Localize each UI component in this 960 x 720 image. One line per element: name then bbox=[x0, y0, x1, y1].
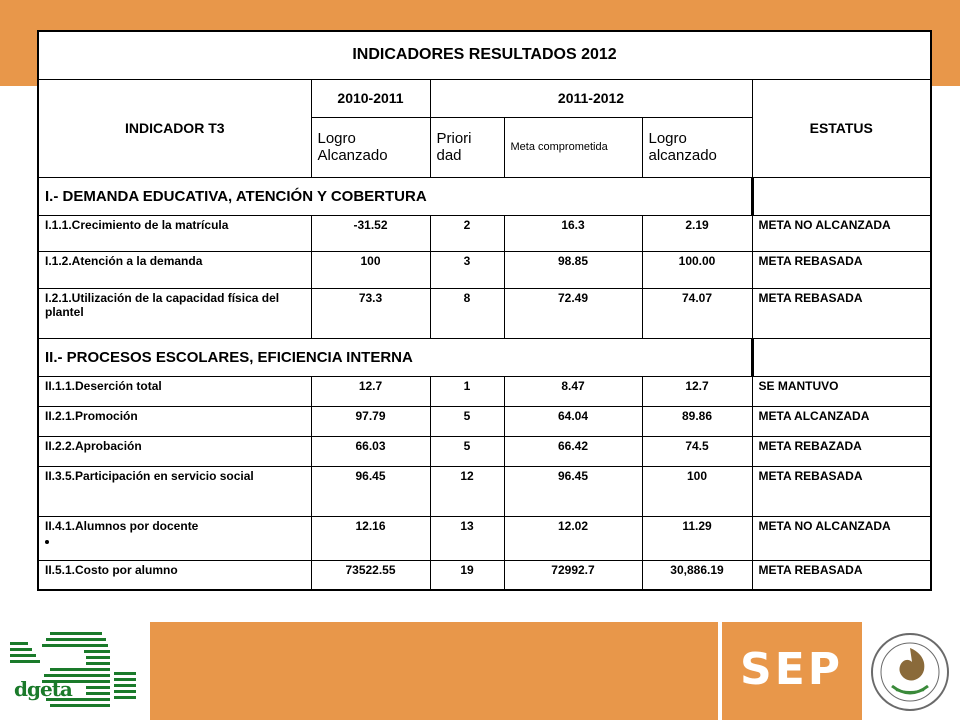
section-empty-cell bbox=[752, 177, 931, 215]
logro-2010-2011: 73522.55 bbox=[311, 560, 430, 590]
estatus: META REBASADA bbox=[752, 288, 931, 338]
meta-comprometida: 66.42 bbox=[504, 436, 642, 466]
logro-2010-2011: 12.16 bbox=[311, 516, 430, 560]
indicator-name: I.2.1.Utilización de la capacidad física del plantel bbox=[38, 288, 311, 338]
logro-2010-2011: 12.7 bbox=[311, 376, 430, 406]
section-title: II.- PROCESOS ESCOLARES, EFICIENCIA INTERNA bbox=[38, 338, 752, 376]
meta-comprometida: 72.49 bbox=[504, 288, 642, 338]
meta-comprometida: 16.3 bbox=[504, 215, 642, 251]
header-period-1: 2010-2011 bbox=[311, 79, 430, 117]
prioridad: 5 bbox=[430, 406, 504, 436]
prioridad: 1 bbox=[430, 376, 504, 406]
footer-right-panel bbox=[862, 622, 960, 720]
national-seal-icon bbox=[868, 630, 952, 714]
logro-2011-2012: 74.5 bbox=[642, 436, 752, 466]
footer-left-panel bbox=[0, 622, 150, 720]
indicator-name: II.4.1.Alumnos por docente bbox=[38, 516, 311, 560]
estatus: META REBASADA bbox=[752, 560, 931, 590]
bullet-dot bbox=[45, 540, 49, 544]
logro-2011-2012: 89.86 bbox=[642, 406, 752, 436]
table-row bbox=[38, 215, 931, 251]
estatus: META REBASADA bbox=[752, 466, 931, 516]
indicator-name: II.1.1.Deserción total bbox=[38, 376, 311, 406]
table-row bbox=[38, 376, 931, 406]
prioridad: 13 bbox=[430, 516, 504, 560]
sep-logo: SEP bbox=[740, 644, 843, 695]
header-status: ESTATUS bbox=[752, 79, 931, 177]
header-meta: Meta comprometida bbox=[504, 117, 642, 177]
meta-comprometida: 8.47 bbox=[504, 376, 642, 406]
dgeta-logo-text: dgeta bbox=[14, 677, 72, 701]
logro-2010-2011: -31.52 bbox=[311, 215, 430, 251]
header-prioridad: Priori dad bbox=[430, 117, 504, 177]
estatus: META NO ALCANZADA bbox=[752, 215, 931, 251]
logro-2010-2011: 73.3 bbox=[311, 288, 430, 338]
indicator-name: II.2.2.Aprobación bbox=[38, 436, 311, 466]
section-title: I.- DEMANDA EDUCATIVA, ATENCIÓN Y COBERTURA bbox=[38, 177, 752, 215]
section-header-row bbox=[38, 177, 931, 215]
meta-comprometida: 96.45 bbox=[504, 466, 642, 516]
table-row bbox=[38, 516, 931, 560]
logro-2010-2011: 100 bbox=[311, 251, 430, 288]
table-row bbox=[38, 466, 931, 516]
indicator-name: II.3.5.Participación en servicio social bbox=[38, 466, 311, 516]
estatus: META NO ALCANZADA bbox=[752, 516, 931, 560]
prioridad: 2 bbox=[430, 215, 504, 251]
prioridad: 12 bbox=[430, 466, 504, 516]
logro-2011-2012: 30,886.19 bbox=[642, 560, 752, 590]
estatus: META REBASADA bbox=[752, 251, 931, 288]
logro-2010-2011: 97.79 bbox=[311, 406, 430, 436]
prioridad: 5 bbox=[430, 436, 504, 466]
indicator-name: II.2.1.Promoción bbox=[38, 406, 311, 436]
meta-comprometida: 72992.7 bbox=[504, 560, 642, 590]
indicator-name: I.1.1.Crecimiento de la matrícula bbox=[38, 215, 311, 251]
meta-comprometida: 64.04 bbox=[504, 406, 642, 436]
header-logro-alcanzado-2: Logro alcanzado bbox=[642, 117, 752, 177]
logro-2011-2012: 74.07 bbox=[642, 288, 752, 338]
logro-2011-2012: 100.00 bbox=[642, 251, 752, 288]
estatus: META ALCANZADA bbox=[752, 406, 931, 436]
prioridad: 8 bbox=[430, 288, 504, 338]
section-empty-cell bbox=[752, 338, 931, 376]
indicators-table bbox=[37, 30, 932, 591]
meta-comprometida: 12.02 bbox=[504, 516, 642, 560]
logro-2010-2011: 96.45 bbox=[311, 466, 430, 516]
section-demanda bbox=[38, 177, 931, 338]
estatus: SE MANTUVO bbox=[752, 376, 931, 406]
header-indicator: INDICADOR T3 bbox=[38, 79, 311, 177]
table-title: INDICADORES RESULTADOS 2012 bbox=[38, 31, 931, 79]
prioridad: 19 bbox=[430, 560, 504, 590]
estatus: META REBAZADA bbox=[752, 436, 931, 466]
meta-comprometida: 98.85 bbox=[504, 251, 642, 288]
logro-2011-2012: 2.19 bbox=[642, 215, 752, 251]
indicator-name: II.5.1.Costo por alumno bbox=[38, 560, 311, 590]
footer-sep-panel bbox=[722, 622, 862, 720]
table-row bbox=[38, 406, 931, 436]
footer-orange-stripe bbox=[150, 622, 718, 720]
table-row bbox=[38, 288, 931, 338]
dgeta-logo-icon bbox=[10, 628, 138, 714]
header-period-2: 2011-2012 bbox=[430, 79, 752, 117]
prioridad: 3 bbox=[430, 251, 504, 288]
table-row bbox=[38, 251, 931, 288]
section-procesos bbox=[38, 338, 931, 590]
logro-2011-2012: 11.29 bbox=[642, 516, 752, 560]
logro-2011-2012: 100 bbox=[642, 466, 752, 516]
indicator-name: I.1.2.Atención a la demanda bbox=[38, 251, 311, 288]
section-header-row bbox=[38, 338, 931, 376]
table-row bbox=[38, 436, 931, 466]
table-row bbox=[38, 560, 931, 590]
footer bbox=[0, 622, 960, 720]
logro-2011-2012: 12.7 bbox=[642, 376, 752, 406]
header-logro-alcanzado-1: Logro Alcanzado bbox=[311, 117, 430, 177]
logro-2010-2011: 66.03 bbox=[311, 436, 430, 466]
